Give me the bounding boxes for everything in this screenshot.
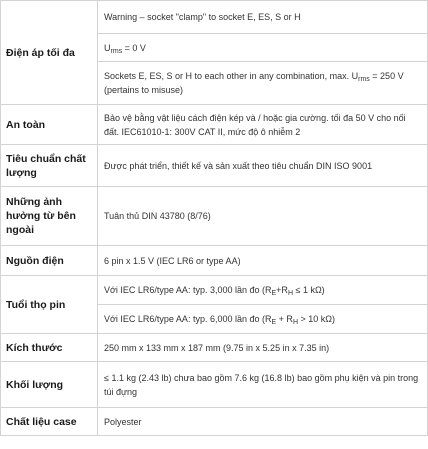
spec-value: ≤ 1.1 kg (2.43 lb) chưa bao gồm 7.6 kg (16.8 lb) bao gồm phụ kiện và pin trong túi đựng [98,362,428,408]
spec-value: Polyester [98,408,428,436]
spec-label: Nguồn điện [1,246,98,276]
spec-value: $U_{rms} = 0$ V [98,34,428,62]
table-row [1,145,428,187]
spec-label: Khối lượng [1,362,98,408]
spec-label: Kích thước [1,334,98,362]
spec-label: Điện áp tối đa [1,1,98,105]
spec-value: 6 pin x 1.5 V (IEC LR6 or type AA) [98,246,428,276]
spec-value: Với IEC LR6/type AA: typ. 6,000 lần đo ($R_E + R_H > 10$ kΩ) [98,305,428,334]
spec-label: Tuổi thọ pin [1,276,98,334]
table-row [1,105,428,145]
spec-value: Với IEC LR6/type AA: typ. 3,000 lần đo ($R_E+R_H \le 1$ kΩ) [98,276,428,305]
table-row [1,276,428,305]
table-row [1,246,428,276]
spec-value: Được phát triển, thiết kế và sản xuất theo tiêu chuẩn DIN ISO 9001 [98,145,428,187]
spec-label: Những ảnh hưởng từ bên ngoài [1,187,98,246]
spec-value: Warning – socket "clamp" to socket E, ES, S or H [98,1,428,34]
table-row [1,408,428,436]
spec-value: Tuân thủ DIN 43780 (8/76) [98,187,428,246]
spec-label: An toàn [1,105,98,145]
spec-value: 250 mm x 133 mm x 187 mm (9.75 in x 5.25 in x 7.35 in) [98,334,428,362]
spec-value: Bảo vệ bằng vật liệu cách điện kép và / hoặc gia cường. tối đa 50 V cho nối đất. IEC61010-1: 300V CAT II, mức độ ô nhiễm 2 [98,105,428,145]
table-row [1,334,428,362]
spec-label: Tiêu chuẩn chất lượng [1,145,98,187]
table-row [1,1,428,34]
spec-label: Chất liệu case [1,408,98,436]
table-row [1,362,428,408]
spec-value: Sockets E, ES, S or H to each other in any combination, max. $U_{rms} = 250$ V (pertains to misuse) [98,62,428,105]
table-row [1,187,428,246]
